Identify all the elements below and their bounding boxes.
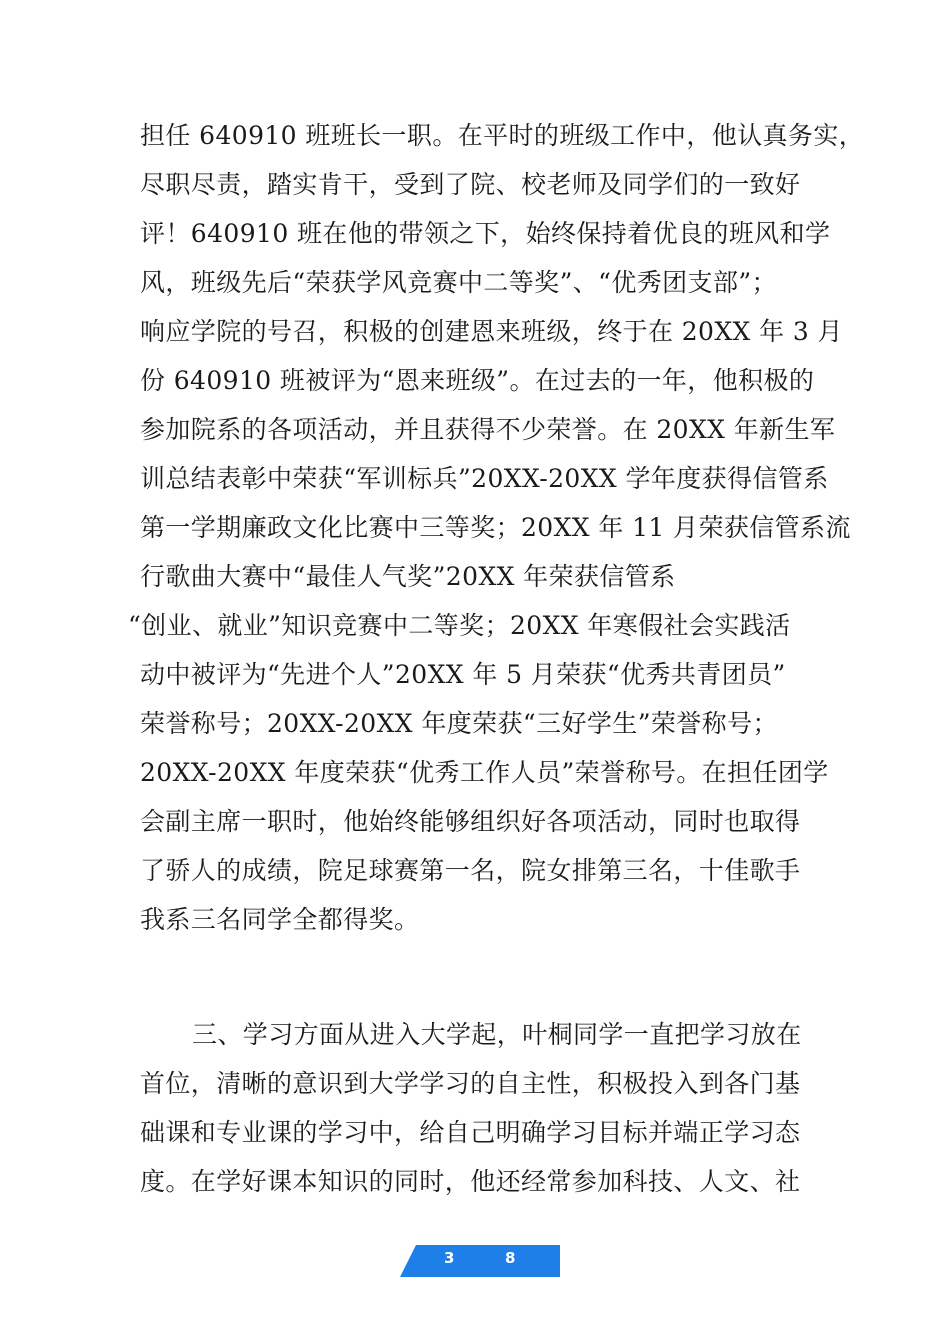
text-line: 会副主席一职时，他始终能够组织好各项活动，同时也取得 [140, 807, 801, 836]
text-line: 份 640910 班被评为“恩来班级”。在过去的一年，他积极的 [140, 366, 815, 395]
text-line: 度。在学好课本知识的同时，他还经常参加科技、人文、社 [140, 1167, 801, 1196]
text-line: “创业、就业”知识竞赛中二等奖；20XX 年寒假社会实践活 [128, 611, 791, 640]
text-line: 行歌曲大赛中“最佳人气奖”20XX 年荣获信管系 [140, 562, 676, 591]
text-line: 动中被评为“先进个人”20XX 年 5 月荣获“优秀共青团员” [140, 660, 786, 689]
text-line: 三、学习方面从进入大学起，叶桐同学一直把学习放在 [192, 1020, 802, 1049]
paragraph-1 [128, 111, 865, 944]
text-line: 荣誉称号；20XX-20XX 年度荣获“三好学生”荣誉称号； [140, 709, 778, 738]
text-line: 础课和专业课的学习中，给自己明确学习目标并端正学习态 [140, 1118, 801, 1147]
text-line: 评！640910 班在他的带领之下，始终保持着优良的班风和学 [140, 219, 831, 248]
text-line: 第一学期廉政文化比赛中三等奖；20XX 年 11 月荣获信管系流 [140, 513, 851, 542]
text-line: 尽职尽责，踏实肯干，受到了院、校老师及同学们的一致好 [140, 170, 801, 199]
page-badge-shape [400, 1245, 560, 1277]
text-line: 20XX-20XX 年度荣获“优秀工作人员”荣誉称号。在担任团学 [140, 758, 829, 787]
page-number-badge [400, 1245, 560, 1277]
text-line: 参加院系的各项活动，并且获得不少荣誉。在 20XX 年新生军 [140, 415, 836, 444]
text-line: 我系三名同学全都得奖。 [140, 905, 420, 934]
text-line: 了骄人的成绩，院足球赛第一名，院女排第三名，十佳歌手 [140, 856, 801, 885]
text-line: 训总结表彰中荣获“军训标兵”20XX-20XX 学年度获得信管系 [140, 464, 829, 493]
text-line: 风，班级先后“荣获学风竞赛中二等奖”、“优秀团支部”； [140, 268, 777, 297]
text-line: 响应学院的号召，积极的创建恩来班级，终于在 20XX 年 3 月 [140, 317, 843, 346]
paragraph-2 [140, 1010, 830, 1206]
page-current: 3 [444, 1249, 455, 1267]
text-line: 首位，清晰的意识到大学学习的自主性，积极投入到各门基 [140, 1069, 801, 1098]
page-total: 8 [505, 1249, 516, 1267]
text-line: 担任 640910 班班长一职。在平时的班级工作中，他认真务实， [140, 121, 865, 150]
